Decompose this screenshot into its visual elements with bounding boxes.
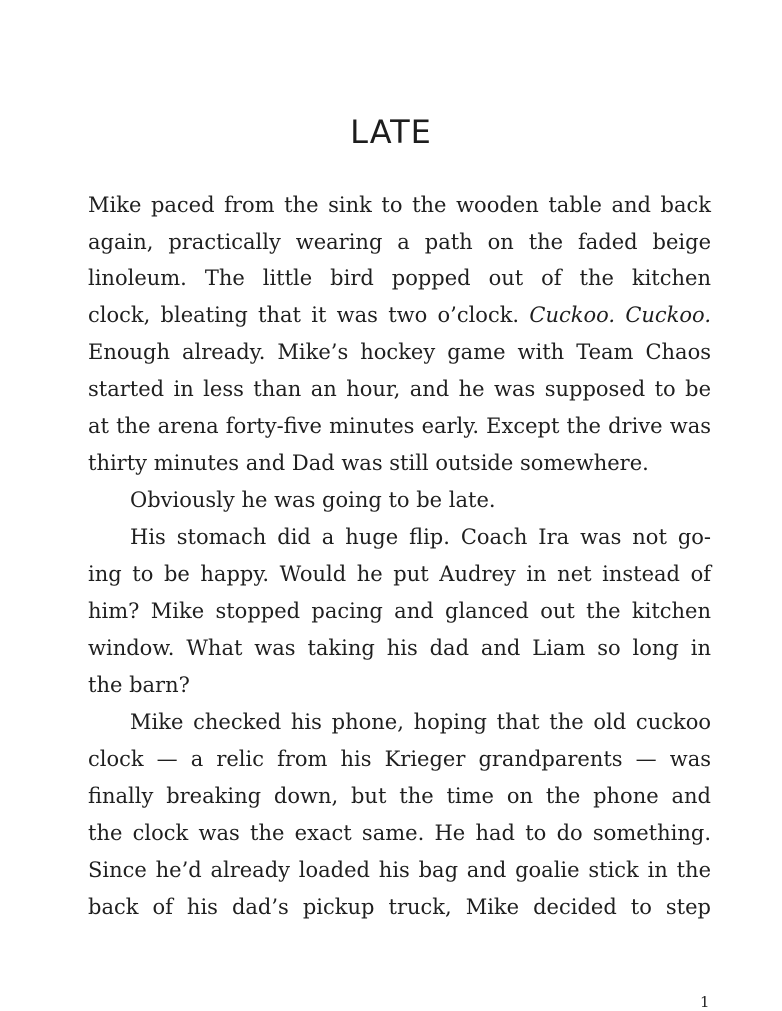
text-line: Obviously he was going to be late. — [130, 488, 496, 512]
text-line: the clock was the exact same. He had to do something. — [88, 821, 711, 845]
emphasis-text: Cuckoo. Cuckoo. — [529, 303, 711, 327]
text-line: back of his dad’s pickup truck, Mike decided to step — [88, 895, 711, 919]
text-line: thirty minutes and Dad was still outside somewhere. — [88, 451, 649, 475]
text-line: again, practically wearing a path on the faded beige — [88, 230, 711, 254]
text-line: window. What was taking his dad and Liam so long in — [88, 636, 711, 660]
page-number: 1 — [700, 993, 710, 1011]
text-line: finally breaking down, but the time on the phone and — [88, 784, 711, 808]
text-line: Mike checked his phone, hoping that the old cuckoo — [130, 710, 711, 734]
chapter-title: LATE — [350, 113, 432, 151]
text-line: started in less than an hour, and he was supposed to be — [88, 377, 711, 401]
text-line: Since he’d already loaded his bag and goalie stick in the — [88, 858, 711, 882]
text-line: clock — a relic from his Krieger grandparents — was — [88, 747, 711, 771]
text-line: at the arena forty-five minutes early. Except the drive was — [88, 414, 711, 438]
text-line — [88, 305, 711, 326]
text-line: the barn? — [88, 673, 190, 697]
text-line: Mike paced from the sink to the wooden table and back — [88, 193, 711, 217]
text-line: ing to be happy. Would he put Audrey in net instead of — [88, 562, 711, 586]
text-line: His stomach did a huge flip. Coach Ira was not go- — [130, 525, 711, 549]
text-line: linoleum. The little bird popped out of the kitchen — [88, 266, 711, 290]
text-line: Enough already. Mike’s hockey game with Team Chaos — [88, 340, 711, 364]
text-segment: clock, bleating that it was two o’clock. — [88, 303, 530, 327]
text-line: him? Mike stopped pacing and glanced out the kitchen — [88, 599, 711, 623]
